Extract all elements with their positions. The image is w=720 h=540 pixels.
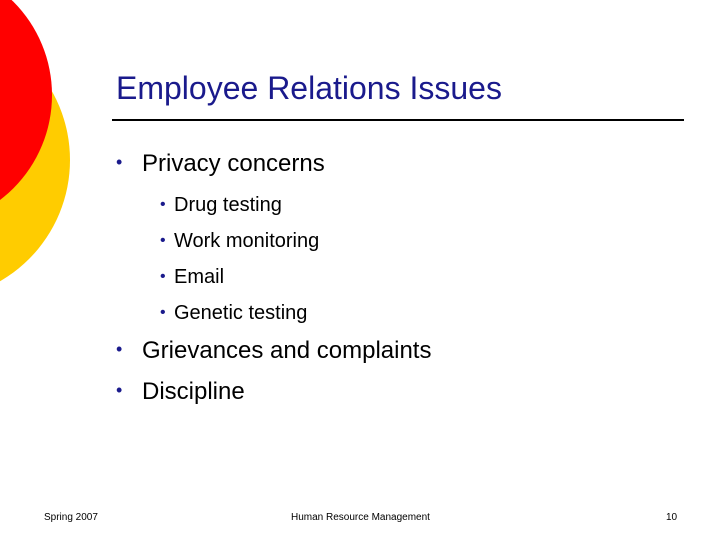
sub-bullet-work-monitoring <box>160 230 319 253</box>
sub-bullet-text: Genetic testing <box>174 302 308 324</box>
bullet-privacy-concerns <box>116 150 325 178</box>
sub-bullet-text: Email <box>174 266 225 288</box>
decorative-circles <box>0 0 80 290</box>
bullet-marker: • <box>160 268 166 285</box>
bullet-marker: • <box>160 304 166 321</box>
footer-date: Spring 2007 <box>44 512 98 523</box>
sub-bullet-text: Work monitoring <box>174 230 320 252</box>
sub-bullet-text: Drug testing <box>174 194 282 216</box>
bullet-marker: • <box>116 380 123 400</box>
footer-slide-number: 10 <box>666 512 678 523</box>
bullet-marker: • <box>116 152 123 172</box>
bullet-text: Grievances and complaints <box>142 337 432 364</box>
footer-course-title: Human Resource Management <box>291 512 430 523</box>
bullet-marker: • <box>116 339 123 359</box>
bullet-text: Privacy concerns <box>142 150 325 177</box>
sub-bullet-email <box>160 266 224 289</box>
sub-bullet-genetic-testing <box>160 302 307 325</box>
bullet-text: Discipline <box>142 378 245 405</box>
bullet-marker: • <box>160 196 166 213</box>
slide-title: Employee Relations Issues <box>116 70 502 106</box>
bullet-discipline <box>116 378 245 406</box>
sub-bullet-drug-testing <box>160 194 282 217</box>
bullet-marker: • <box>160 232 166 249</box>
title-divider <box>112 119 684 121</box>
bullet-grievances-and-complaints <box>116 337 431 365</box>
